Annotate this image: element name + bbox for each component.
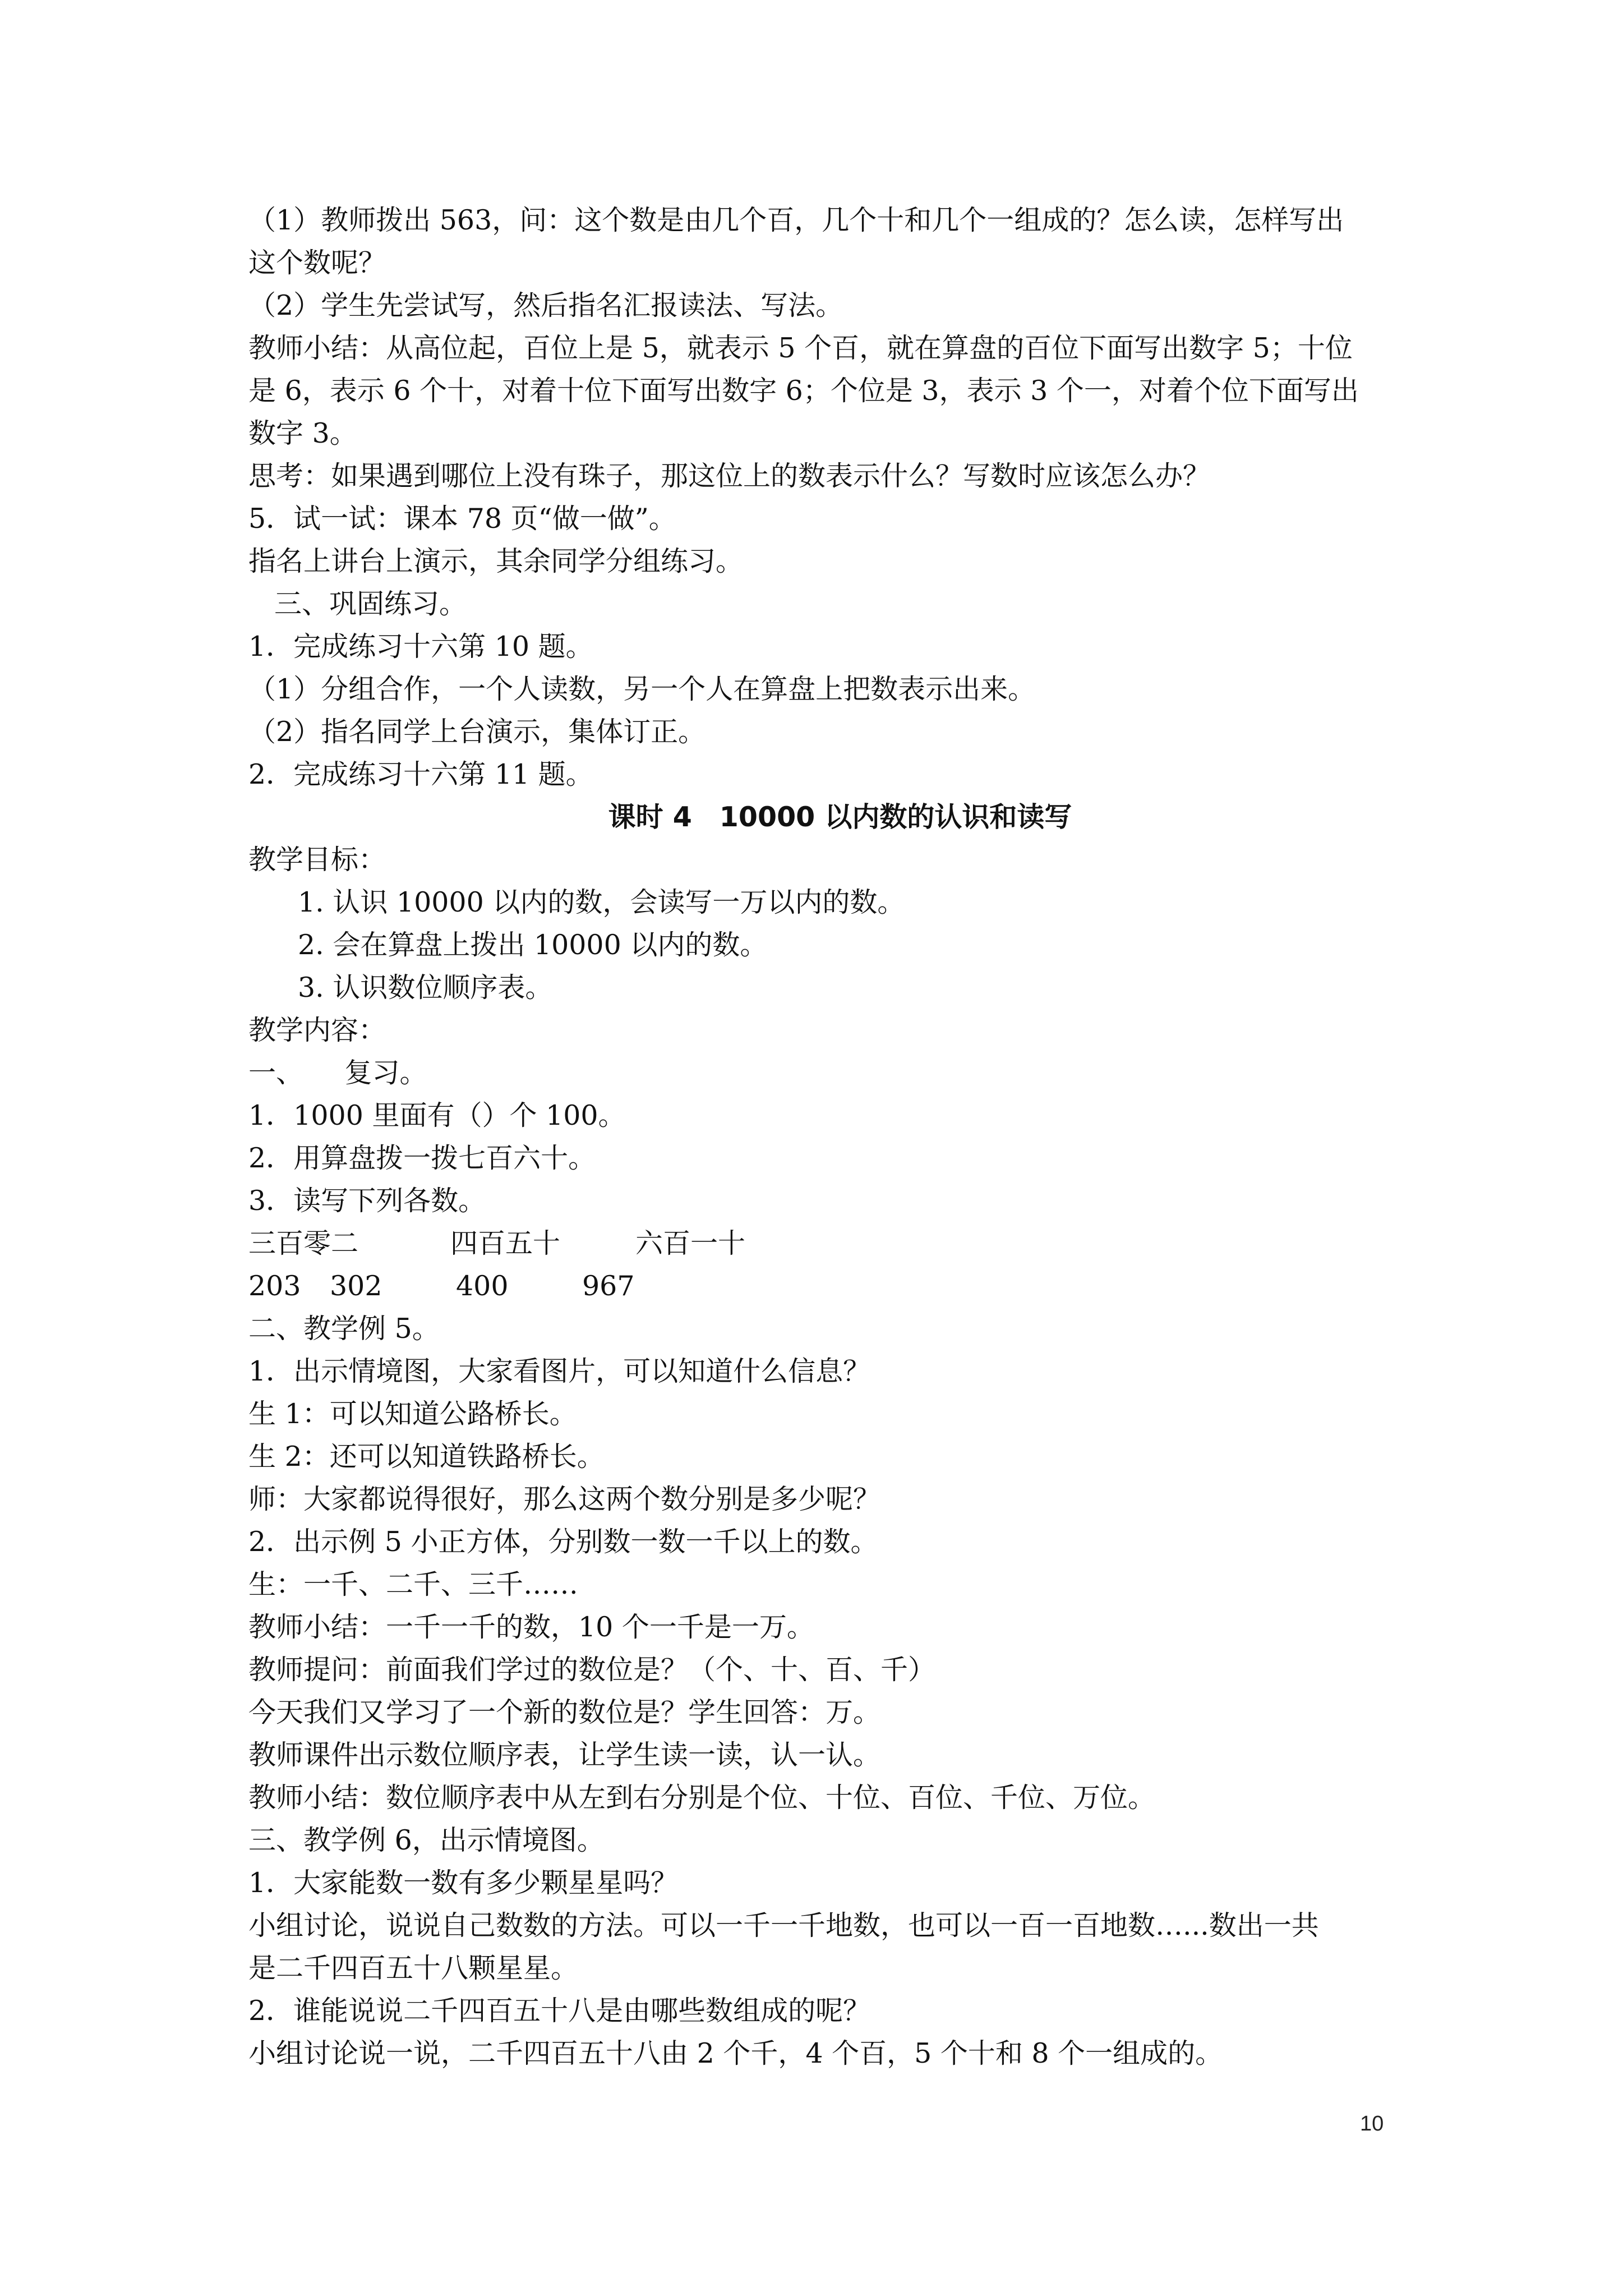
text-line: 数字 3。 [248,417,357,449]
text-line: 教师课件出示数位顺序表，让学生读一读，认一认。 [248,1739,881,1771]
text-line: 2．出示例 5 小正方体，分别数一数一千以上的数。 [248,1526,878,1558]
objective-item: 2. 会在算盘上拨出 10000 以内的数。 [298,929,768,961]
numerals-row [248,1265,1398,1308]
objective-item: 3. 认识数位顺序表。 [298,972,553,1004]
text-line: 今天我们又学习了一个新的数位是？学生回答：万。 [248,1696,881,1728]
text-line: （2）指名同学上台演示，集体订正。 [248,716,706,748]
text-line: 是二千四百五十八颗星星。 [248,1952,579,1984]
number-word: 六百一十 [635,1227,746,1259]
text-line: 教师小结：一千一千的数，10 个一千是一万。 [248,1611,814,1643]
text-line: 小组讨论，说说自己数数的方法。可以一千一千地数，也可以一百一百地数…...数出一共 [248,1910,1319,1941]
numeral: 400 [456,1270,509,1302]
text-line: 1．大家能数一数有多少颗星星吗？ [248,1867,679,1899]
text-line: 教师提问：前面我们学过的数位是？（个、十、百、千） [248,1654,936,1686]
text-line: 1．出示情境图，大家看图片，可以知道什么信息？ [248,1355,871,1387]
text-line: 1．1000 里面有（）个 100。 [248,1099,626,1131]
numeral: 302 [330,1270,382,1302]
text-line: 2．谁能说说二千四百五十八是由哪些数组成的呢？ [248,1995,871,2027]
numeral: 203 [248,1270,301,1302]
section-heading: 三、巩固练习。 [274,588,467,620]
numeral: 967 [582,1270,635,1302]
text-line: 2．用算盘拨一拨七百六十。 [248,1142,596,1174]
text-line: （2）学生先尝试写，然后指名汇报读法、写法。 [248,289,843,321]
text-line: 师：大家都说得很好，那么这两个数分别是多少呢？ [248,1483,881,1515]
number-word: 四百五十 [450,1227,561,1259]
text-line: 这个数呢？ [248,247,386,279]
objective-item: 1. 认识 10000 以内的数，会读写一万以内的数。 [298,886,905,918]
text-line: 小组讨论说一说，二千四百五十八由 2 个千，4 个百，5 个十和 8 个一组成的。 [248,2037,1223,2069]
page-number: 10 [1360,2112,1384,2136]
text-line: 3．读写下列各数。 [248,1185,486,1217]
number-words-row [248,1222,1398,1265]
number-word: 三百零二 [248,1227,359,1259]
text-line: 生 2：还可以知道铁路桥长。 [248,1441,605,1473]
document-page [248,199,1398,2075]
lesson-title: 课时 4 10000 以内数的认识和读写 [608,801,1072,833]
text-line: 5．试一试：课本 78 页“做一做”。 [248,503,676,535]
text-line: 教师小结：数位顺序表中从左到右分别是个位、十位、百位、千位、万位。 [248,1782,1156,1814]
text-line: 指名上讲台上演示，其余同学分组练习。 [248,545,744,577]
text-line: 1．完成练习十六第 10 题。 [248,631,593,662]
section-heading: 一、 复习。 [248,1057,427,1089]
text-line: （1）分组合作，一个人读数，另一个人在算盘上把数表示出来。 [248,673,1036,705]
text-line: 2．完成练习十六第 11 题。 [248,758,593,790]
text-line: 教学内容： [248,1014,386,1046]
section-heading: 三、教学例 6，出示情境图。 [248,1824,605,1856]
text-line: 生 1：可以知道公路桥长。 [248,1398,577,1430]
section-heading: 二、教学例 5。 [248,1313,440,1345]
text-line: 是 6，表示 6 个十，对着十位下面写出数字 6；个位是 3，表示 3 个一，对着个位下面写出 [248,375,1359,407]
text-line: 生：一千、二千、三千…… [248,1568,579,1600]
text-line: 教学目标： [248,844,386,876]
text-line: 思考：如果遇到哪位上没有珠子，那这位上的数表示什么？写数时应该怎么办？ [248,460,1211,492]
text-line: 教师小结：从高位起，百位上是 5，就表示 5 个百，就在算盘的百位下面写出数字 5；十位 [248,332,1353,364]
text-line: （1）教师拨出 563，问：这个数是由几个百，几个十和几个一组成的？怎么读，怎样写出 [248,204,1344,236]
